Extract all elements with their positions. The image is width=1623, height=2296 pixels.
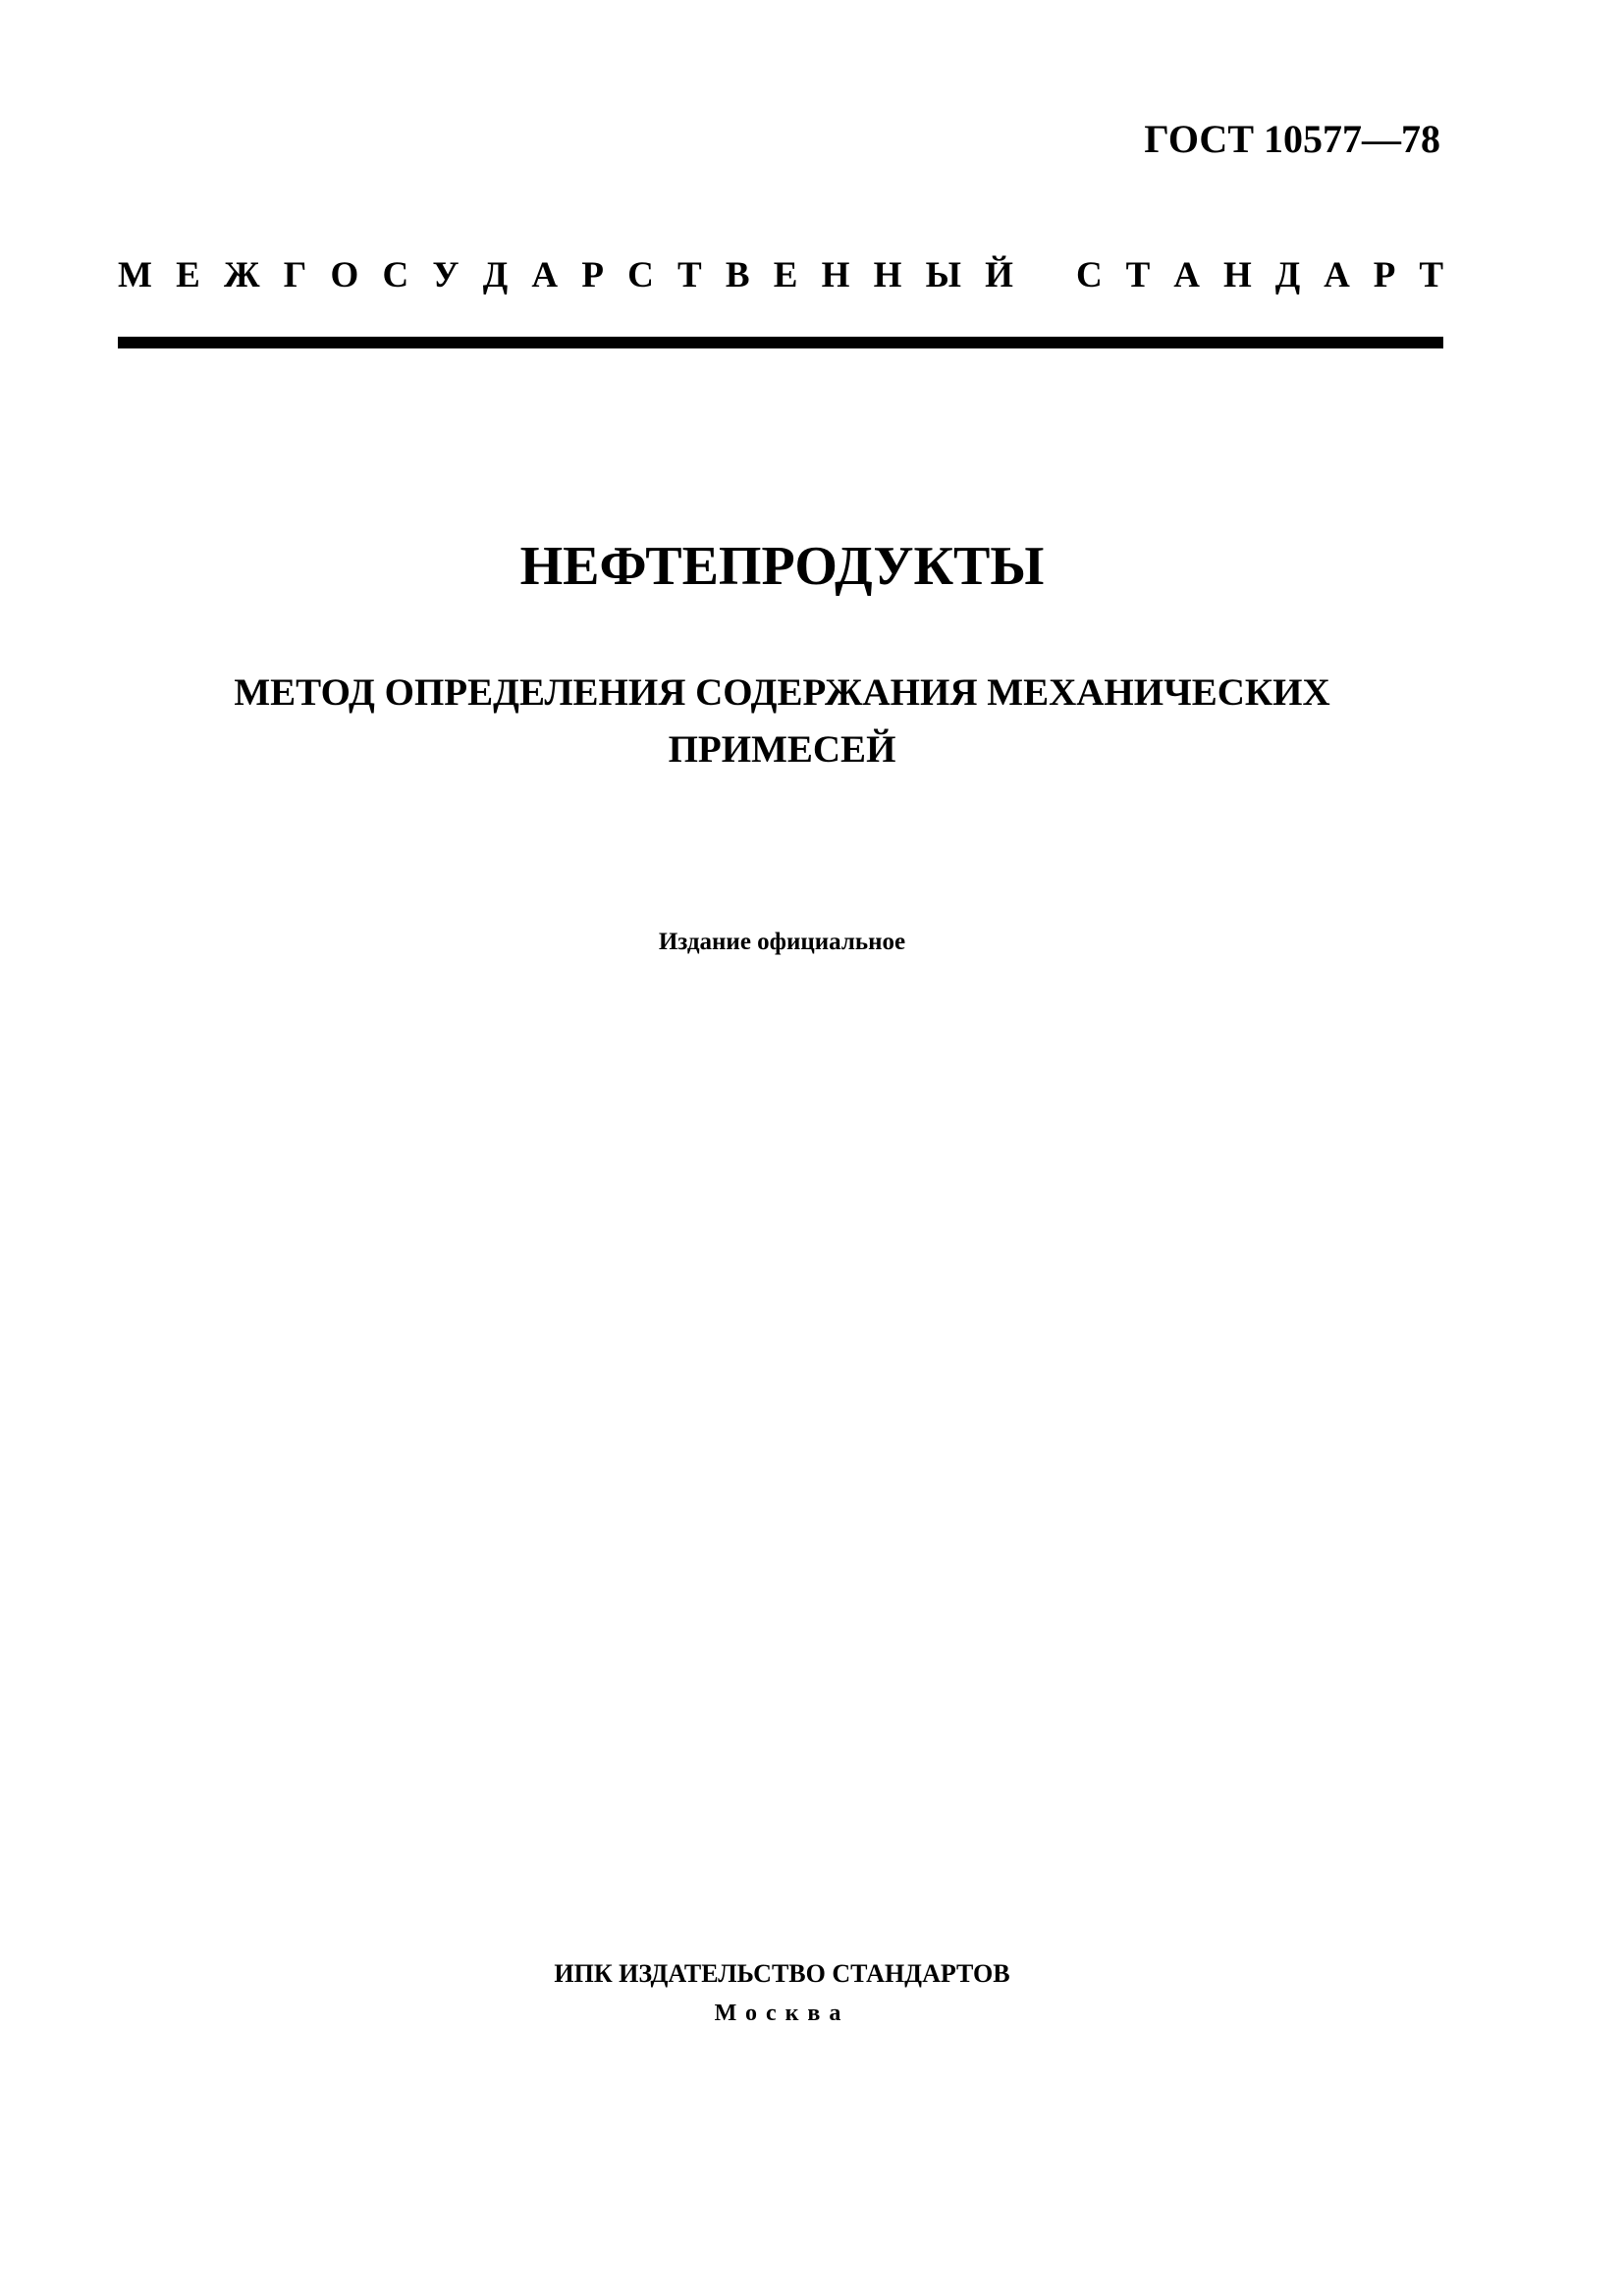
letter: Ж: [224, 255, 260, 295]
letter: Т: [677, 255, 702, 295]
letter: А: [531, 255, 559, 295]
standard-type-word-1: [118, 257, 1013, 294]
letter: О: [330, 255, 359, 295]
standard-type-word-2: [1076, 257, 1443, 294]
letter: Е: [176, 255, 200, 295]
letter: В: [725, 255, 750, 295]
letter: Д: [1274, 255, 1301, 295]
publisher-city: Москва: [714, 2001, 850, 2026]
header-divider-rule: [118, 337, 1443, 348]
letter: М: [118, 255, 152, 295]
letter: Н: [1222, 255, 1252, 295]
edition-note: Издание официальное: [658, 929, 906, 955]
letter: Т: [1419, 255, 1443, 295]
letter: Р: [1373, 255, 1396, 295]
letter: С: [627, 255, 654, 295]
subtitle-line-2: ПРИМЕСЕЙ: [668, 728, 896, 771]
letter: Г: [283, 255, 307, 295]
letter: Е: [773, 255, 798, 295]
letter: Н: [821, 255, 850, 295]
subtitle-line-1: МЕТОД ОПРЕДЕЛЕНИЯ СОДЕРЖАНИЯ МЕХАНИЧЕСКИХ: [234, 671, 1330, 714]
publisher-name: ИПК ИЗДАТЕЛЬСТВО СТАНДАРТОВ: [554, 1959, 1010, 1988]
letter: Ы: [925, 255, 961, 295]
letter: А: [1173, 255, 1201, 295]
standard-type-heading: [118, 257, 1443, 294]
letter: С: [1076, 255, 1103, 295]
letter: У: [432, 255, 460, 295]
letter: А: [1324, 255, 1350, 295]
letter: Р: [581, 255, 604, 295]
letter: Н: [873, 255, 902, 295]
letter: Т: [1125, 255, 1151, 295]
letter: Й: [985, 255, 1013, 295]
letter: Д: [482, 255, 509, 295]
gost-number: ГОСТ 10577—78: [1144, 117, 1440, 161]
letter: С: [382, 255, 409, 295]
document-subtitle: [0, 665, 1564, 778]
document-title: НЕФТЕПРОДУКТЫ: [519, 536, 1045, 597]
